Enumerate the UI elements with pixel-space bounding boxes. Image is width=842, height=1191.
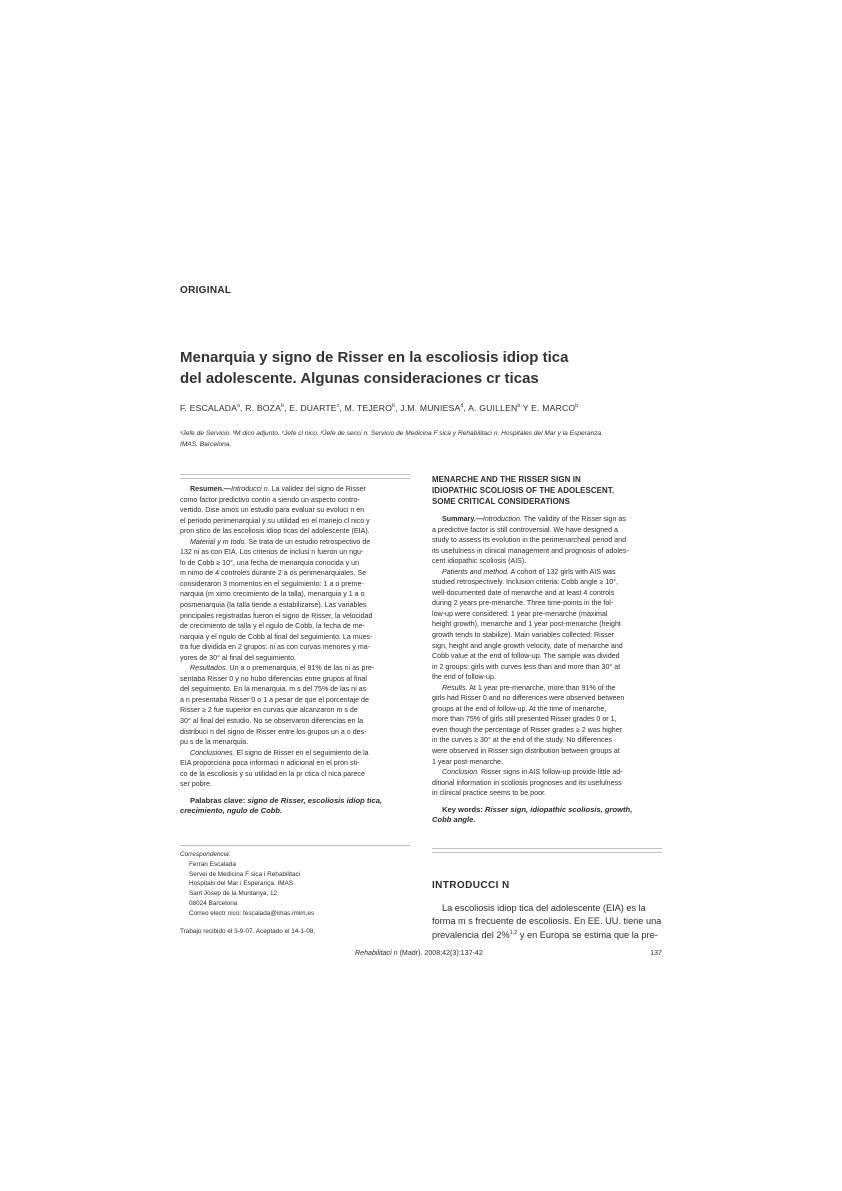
affiliation-line-2: IMAS. Barcelona. bbox=[180, 441, 232, 448]
keywords: Cobb angle. bbox=[432, 815, 476, 825]
text-line: y en Europa se estima que la pre- bbox=[517, 930, 658, 941]
text-line: Se trata de un estudio retrospectivo de bbox=[246, 537, 371, 546]
text-line: distribuci n del signo de Risser entre los grupos un a o des- bbox=[180, 727, 367, 736]
title-line-1: Menarquia y signo de Risser en la escoliosis idiop tica bbox=[180, 349, 569, 366]
text-line: sentaba Risser 0 y no hubo diferencias entre grupos al final bbox=[180, 674, 367, 683]
introduction-body bbox=[432, 902, 662, 942]
affiliation-line-1: ᵃJefe de Servicio. ᵇM dico adjunto. ᶜJefe cl nico. ᵈJefe de secci n. Servicio de Medicina F sica y Rehabilitaci n. Hospitales del Mar y la Esperanza. bbox=[180, 430, 604, 437]
text-line: el periodo perimenarquial y su utilidad en el manejo cl nico y bbox=[180, 516, 370, 525]
text-line: height growth), menarche and 1 year post-menarche (height bbox=[432, 620, 621, 629]
correspondence-line: Hospitals del Mar i Esperança. IMAS. bbox=[189, 880, 295, 888]
abstract-lead: Resumen.— bbox=[190, 485, 231, 493]
english-title-line: SOME CRITICAL CONSIDERATIONS bbox=[432, 497, 570, 506]
text-line: study to assess its evolution in the perimenarcheal period and bbox=[432, 536, 627, 545]
english-title-line: IDIOPATHIC SCOLIOSIS OF THE ADOLESCENT. bbox=[432, 486, 615, 495]
text-line: studied retrospectively. Inclusion criteria: Cobb angle ≥ 10°, bbox=[432, 578, 619, 587]
text-line: co de la escoliosis y su utilidad en la pr ctica cl nica parece bbox=[180, 769, 365, 778]
text-line: 30° al final del estudio. No se observaron diferencias en la bbox=[180, 717, 364, 726]
text-line: La validez del signo de Risser bbox=[269, 485, 366, 493]
divider bbox=[432, 852, 662, 853]
text-line: tra fue dividida en 2 grupos: ni as con curvas menores y ma- bbox=[180, 643, 371, 652]
text-line: narquia y el ngulo de Cobb al final del seguimiento. La mues- bbox=[180, 632, 373, 641]
author-list bbox=[180, 403, 670, 413]
text-line: Risser signs in AIS follow-up provide little ad- bbox=[479, 768, 623, 777]
author-name: Y E. MARCO bbox=[520, 403, 576, 413]
correspondence-line: Servei de Medicina F sica i Rehabilitaci bbox=[189, 870, 301, 878]
section-label-conclusions: Conclusion. bbox=[442, 768, 480, 777]
text-line: Cobb value at the end of follow-up. The sample was divided bbox=[432, 652, 620, 661]
text-line: ser pobre. bbox=[180, 780, 212, 789]
text-line: sign, height and angle growth velocity, date of menarche and bbox=[432, 641, 623, 650]
text-line: como factor predictivo contin a siendo un aspecto contro- bbox=[180, 495, 360, 504]
author-name: , R. BOZA bbox=[240, 403, 282, 413]
citation-detail: (Madr). 2008;42(3):137-42 bbox=[397, 949, 483, 957]
keywords: signo de Risser, escoliosis idiop tica, bbox=[245, 795, 383, 805]
affiliations bbox=[180, 428, 665, 450]
text-line: pron stico de las escoliosis idiop ticas del adolescente (EIA). bbox=[180, 527, 370, 536]
text-line: 1 year post-menarche. bbox=[432, 757, 503, 766]
author-affil-mark: d bbox=[460, 403, 464, 410]
keywords-label: Key words: bbox=[442, 804, 483, 814]
section-label-results: Results. bbox=[442, 683, 468, 692]
text-line: At 1 year pre-menarche, more than 91% of the bbox=[467, 683, 616, 692]
correspondence bbox=[180, 850, 410, 919]
text-line: posmenarquia (la talla tiende a estabilizarse). Las variables bbox=[180, 601, 367, 610]
english-title bbox=[432, 474, 662, 507]
text-line: consideraron 3 momentos en el seguimiento: 1 a o preme- bbox=[180, 579, 364, 588]
text-line: groups at the end of follow-up. At the time of menarche, bbox=[432, 704, 607, 713]
text-line: were observed in Risser sign distribution between groups at bbox=[432, 747, 620, 756]
divider bbox=[180, 478, 410, 479]
author-affil-mark: b bbox=[281, 403, 285, 410]
text-line: the end of follow-up. bbox=[432, 673, 496, 682]
page-number: 137 bbox=[650, 949, 662, 957]
text-line: La escoliosis idiop tica del adolescente (EIA) es la bbox=[442, 903, 646, 913]
correspondence-line: Sant Josep de la Muntanya, 12 bbox=[189, 890, 278, 898]
author-affil-mark: b bbox=[517, 403, 521, 410]
text-line: during 2 years pre-menarche. Three time-points in the fol- bbox=[432, 599, 614, 608]
divider bbox=[180, 845, 410, 846]
abstract-lead: Summary.— bbox=[442, 515, 483, 523]
divider bbox=[180, 474, 410, 475]
text-line: in the curves ≥ 30° at the end of the study. No differences bbox=[432, 736, 612, 745]
author-name: F. ESCALADA bbox=[180, 403, 238, 413]
journal-name: Rehabilitaci n bbox=[355, 949, 398, 957]
text-line: 132 ni as con EIA. Los criterios de inclusi n fueron un ngu- bbox=[180, 548, 364, 557]
text-line: del seguimiento. En la menarquia, m s del 75% de las ni as bbox=[180, 685, 367, 694]
section-label-method: Patients and method. bbox=[442, 567, 510, 576]
author-name: , M. TEJERO bbox=[339, 403, 393, 413]
section-label-conclusions: Conclusiones. bbox=[190, 748, 235, 757]
text-line: a predictive factor is still controversial. We have designed a bbox=[432, 525, 618, 534]
text-line: A cohort of 132 girls with AIS was bbox=[509, 567, 616, 576]
text-line: cent idiopathic scoliosis (AIS). bbox=[432, 557, 527, 566]
text-line: low-up were considered: 1 year pre-menarche (maximal bbox=[432, 609, 608, 618]
author-affil-mark: b bbox=[392, 403, 396, 410]
correspondence-label: Correspondencia: bbox=[180, 851, 231, 858]
text-line: lo de Cobb ≥ 10°, una fecha de menarquia conocida y un bbox=[180, 558, 360, 567]
section-label-intro: Introducci n. bbox=[231, 485, 270, 493]
text-line: yores de 30° al final del seguimiento. bbox=[180, 653, 297, 662]
section-label-method: Material y m todo. bbox=[190, 537, 247, 546]
author-affil-mark: b bbox=[575, 403, 579, 410]
text-line: EIA proporciona poca informaci n adicional en el pron sti- bbox=[180, 759, 360, 768]
text-line: its usefulness in clinical management and prognosis of adoles- bbox=[432, 546, 629, 555]
text-line: prevalencia del 2% bbox=[432, 930, 510, 941]
author-affil-mark: a bbox=[237, 403, 241, 410]
text-line: girls had Risser 0 and no differences were observed between bbox=[432, 694, 625, 703]
section-label: ORIGINAL bbox=[180, 285, 232, 296]
section-label-intro: Introduction. bbox=[482, 515, 522, 523]
text-line: narquia (m ximo crecimiento de la talla), menarquia y 1 a o bbox=[180, 590, 365, 599]
text-line: a n presentaba Risser 0 o 1 a pesar de que el porcentaje de bbox=[180, 695, 369, 704]
text-line: de crecimiento de talla y el ngulo de Cobb, la fecha de me- bbox=[180, 622, 365, 631]
received-dates: Trabajo recibido el 3-9-07. Aceptado el 14-1-08. bbox=[180, 928, 316, 935]
divider bbox=[432, 848, 662, 849]
author-name: , E. DUARTE bbox=[284, 403, 337, 413]
summary-abstract bbox=[432, 514, 662, 826]
text-line: The validity of the Risser sign as bbox=[521, 515, 626, 523]
text-line: ditional information in scoliosis prognoses and its usefulness bbox=[432, 778, 622, 787]
author-name: , J.M. MUNIESA bbox=[395, 403, 461, 413]
introduction-heading: INTRODUCCI N bbox=[432, 880, 510, 891]
author-affil-mark: c bbox=[336, 403, 340, 410]
text-line: vertido. Dise amos un estudio para evaluar su evoluci n en bbox=[180, 506, 365, 515]
text-line: principales registradas fueron el signo de Risser, la velocidad bbox=[180, 611, 373, 620]
keywords: crecimiento, ngulo de Cobb. bbox=[180, 806, 283, 816]
title-line-2: del adolescente. Algunas consideraciones cr ticas bbox=[180, 370, 539, 387]
text-line: Risser ≥ 2 fue superior en curvas que alcanzaron m s de bbox=[180, 706, 358, 715]
english-title-line: MENARCHE AND THE RISSER SIGN IN bbox=[432, 475, 581, 484]
text-line: El signo de Risser en el seguimiento de la bbox=[234, 748, 369, 757]
correspondence-line: 08024 Barcelona bbox=[189, 899, 238, 907]
text-line: well-documented date of menarche and at least 4 controls bbox=[432, 588, 615, 597]
correspondence-line: Ferran Escalada bbox=[189, 860, 236, 868]
text-line: in 2 groups: girls with curves less than and more than 30° at bbox=[432, 662, 621, 671]
article-title bbox=[180, 347, 670, 389]
resumen-abstract bbox=[180, 484, 410, 817]
keywords-label: Palabras clave: bbox=[190, 795, 246, 805]
text-line: m nimo de 4 controles durante 2 a os perimenarquiales. Se bbox=[180, 569, 367, 578]
citation-ref: 1,2 bbox=[509, 930, 518, 937]
journal-citation bbox=[355, 949, 483, 957]
correspondence-line: Correo electr nico: fescalada@imas.imim.es bbox=[189, 909, 315, 917]
text-line: Un a o premenarquia, el 91% de las ni as pre- bbox=[227, 664, 375, 673]
text-line: growth tends to stabilize). Main variables collected: Risser bbox=[432, 631, 615, 640]
text-line: even though the percentage of Risser grades ≥ 2 was higher bbox=[432, 725, 623, 734]
author-name: , A. GUILLEN bbox=[463, 403, 518, 413]
text-line: pu s de la menarquia. bbox=[180, 738, 249, 747]
text-line: forma m s frecuente de escoliosis. En EE. UU. tiene una bbox=[432, 915, 662, 926]
section-label-results: Resultados. bbox=[190, 664, 228, 673]
text-line: in clinical practice seems to be poor. bbox=[432, 789, 546, 798]
text-line: more than 75% of girls still presented Risser grades 0 or 1, bbox=[432, 715, 617, 724]
keywords: Risser sign, idiopathic scoliosis, growth, bbox=[482, 804, 633, 814]
